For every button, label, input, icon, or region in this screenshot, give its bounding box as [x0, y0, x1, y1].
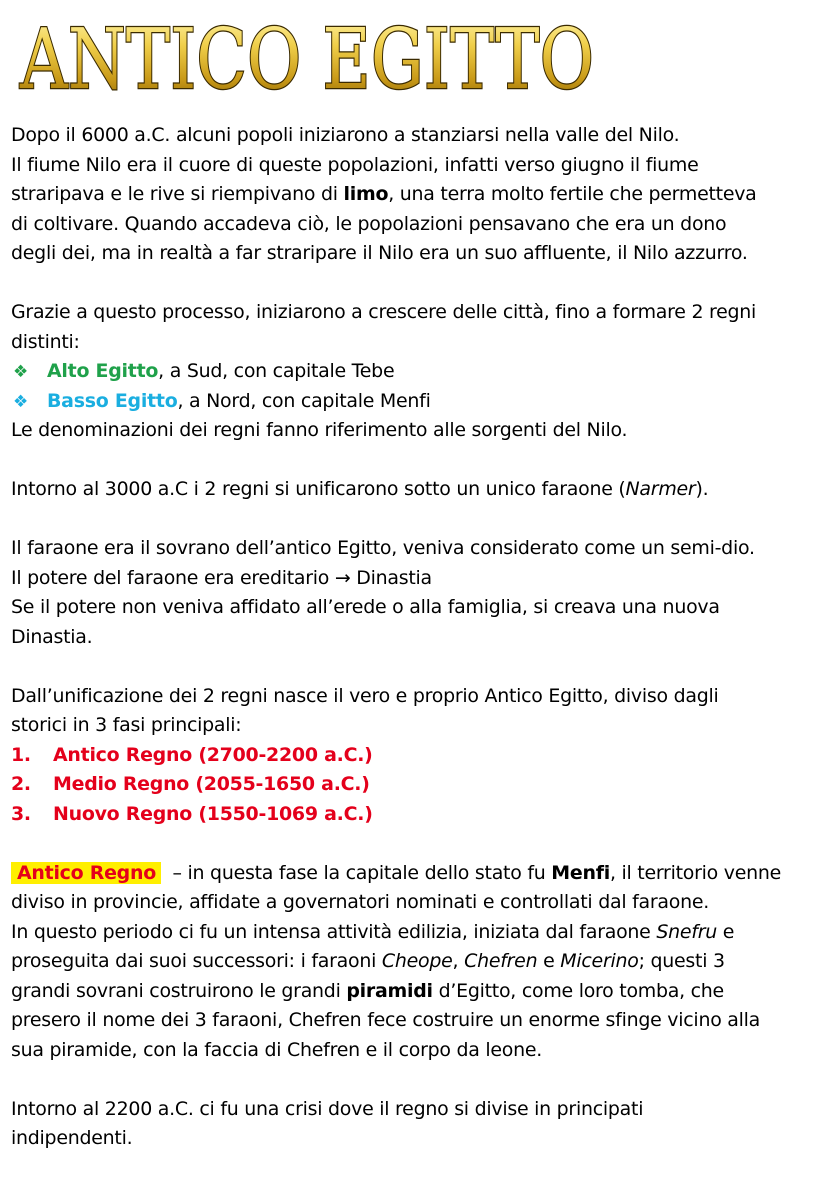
list-item: ❖ Alto Egitto, a Sud, con capitale Tebe — [11, 357, 821, 387]
diamond-bullet-icon: ❖ — [13, 391, 28, 412]
list-item: 2. Medio Regno (2055-1650 a.C.) — [11, 770, 821, 800]
text-line: distinti: — [11, 330, 80, 353]
paragraph-fasi — [11, 682, 821, 830]
text-line: straripava e le rive si riempivano di limo, una terra molto fertile che permetteva — [11, 183, 757, 205]
text-line: di coltivare. Quando accadeva ciò, le popolazioni pensavano che era un dono — [11, 212, 727, 235]
text-line: Il potere del faraone era ereditario → Dinastia — [11, 566, 432, 589]
list-number: 1. — [11, 743, 31, 766]
paragraph-unificazione: Intorno al 3000 a.C i 2 regni si unificarono sotto un unico faraone (Narmer). — [11, 478, 709, 500]
list-number: 2. — [11, 773, 31, 795]
text-line: Grazie a questo processo, iniziarono a crescere delle città, fino a formare 2 regni — [11, 301, 757, 323]
highlight-antico-regno: Antico Regno — [11, 862, 161, 884]
text-line: diviso in provincie, affidate a governatori nominati e controllati dal faraone. — [11, 891, 710, 913]
text-line: storici in 3 fasi principali: — [11, 714, 242, 736]
term-narmer: Narmer — [625, 478, 696, 500]
text-line: Antico Regno – in questa fase la capitale dello stato fu Menfi, il territorio venne — [11, 859, 821, 889]
paragraph-regni — [11, 298, 821, 446]
list-item: 3. Nuovo Regno (1550-1069 a.C.) — [11, 800, 821, 830]
paragraph-antico-regno — [11, 859, 821, 1066]
paragraph-faraone — [11, 534, 821, 652]
list-number: 3. — [11, 802, 31, 825]
paragraph-crisi — [11, 1095, 821, 1154]
list-item: ❖ Basso Egitto, a Nord, con capitale Menfi — [11, 387, 821, 417]
text-line: proseguita dai suoi successori: i faraoni Cheope, Chefren e Micerino; questi 3 — [11, 950, 725, 972]
list-item: 1. Antico Regno (2700-2200 a.C.) — [11, 741, 821, 771]
text-line: Intorno al 2200 a.C. ci fu una crisi dove il regno si divise in principati — [11, 1097, 644, 1120]
text-line: indipendenti. — [11, 1127, 133, 1149]
text-line: grandi sovrani costruirono le grandi piramidi d’Egitto, come loro tomba, che — [11, 979, 724, 1002]
diamond-bullet-icon: ❖ — [13, 362, 28, 382]
text-line: Dinastia. — [11, 625, 93, 648]
text-line: Il faraone era il sovrano dell’antico Egitto, veniva considerato come un semi-dio. — [11, 537, 755, 559]
text-line: sua piramide, con la faccia di Chefren e il corpo da leone. — [11, 1038, 543, 1061]
term-basso-egitto: Basso Egitto — [47, 389, 178, 412]
title-logo — [18, 8, 618, 108]
text-line: Le denominazioni dei regni fanno riferimento alle sorgenti del Nilo. — [11, 419, 628, 441]
document-body — [11, 121, 821, 1154]
term-alto-egitto: Alto Egitto — [47, 360, 159, 382]
text-line: presero il nome dei 3 faraoni, Chefren fece costruire un enorme sfinge vicino alla — [11, 1009, 761, 1031]
text-line: Dall’unificazione dei 2 regni nasce il vero e proprio Antico Egitto, diviso dagli — [11, 684, 719, 707]
text-line: In questo periodo ci fu un intensa attività edilizia, iniziata dal faraone Snefru e — [11, 920, 735, 943]
term-limo: limo — [343, 183, 389, 205]
paragraph-intro — [11, 121, 821, 269]
text-line: Se il potere non veniva affidato all’erede o alla famiglia, si creava una nuova — [11, 596, 720, 618]
page-title: ANTICO EGITTO — [19, 11, 594, 108]
text-line: degli dei, ma in realtà a far straripare il Nilo era un suo affluente, il Nilo azzurro. — [11, 242, 748, 264]
text-line: Il fiume Nilo era il cuore di queste popolazioni, infatti verso giugno il fiume — [11, 153, 699, 176]
text-line: Dopo il 6000 a.C. alcuni popoli iniziarono a stanziarsi nella valle del Nilo. — [11, 124, 680, 146]
